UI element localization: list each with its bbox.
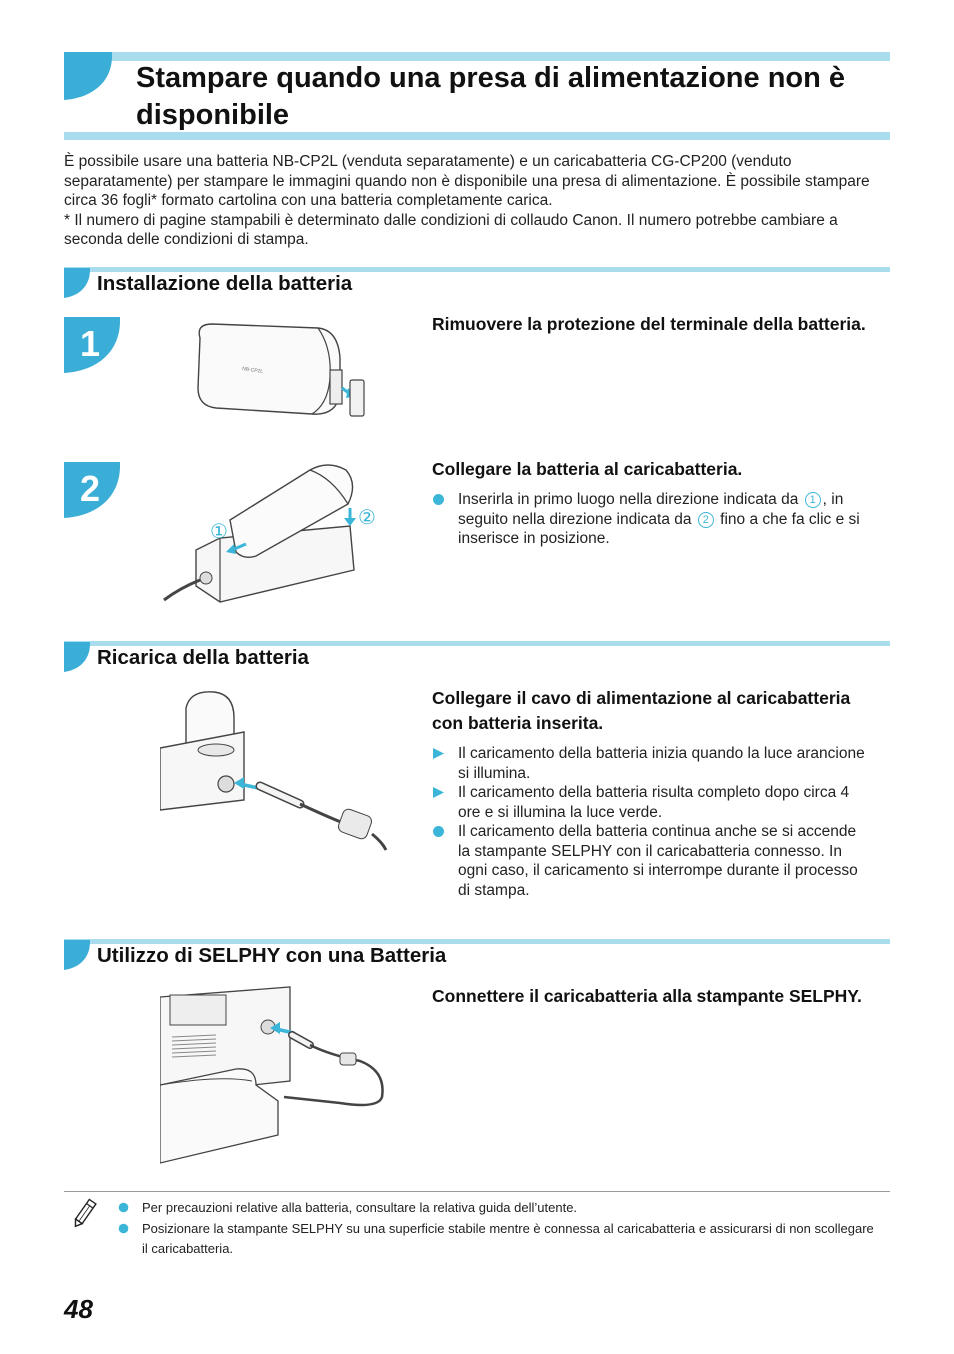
list-item (118, 1198, 878, 1219)
charge-heading: Collegare il cavo di alimentazione al caricabatteria con batteria inserita. (432, 688, 851, 733)
bullet-text-a: Inserirla in primo luogo nella direzione indicata da (458, 491, 799, 508)
section-charge-title: Ricarica della batteria (97, 646, 309, 669)
battery-illustration (190, 318, 370, 424)
bullet-text-c: fino a che fa clic e si inserisce in posizione. (458, 510, 860, 547)
charger-cable-illustration (160, 688, 390, 853)
list-item (432, 783, 872, 822)
step-2-bullets (432, 490, 872, 549)
note-list (118, 1198, 878, 1260)
title-tab-icon (64, 52, 112, 100)
triangle-arrow-icon (432, 747, 445, 760)
note-text: Posizionare la stampante SELPHY su una superficie stabile mentre è connessa al caricabatteria e assicurarsi di non scollegare il caricabatteria. (142, 1220, 874, 1256)
charge-bullets (432, 744, 872, 900)
circle-bullet-icon (432, 493, 445, 506)
bullet-text-b: , in seguito nella direzione indicata da (458, 491, 844, 528)
pencil-icon (70, 1198, 98, 1230)
section-install-title: Installazione della batteria (97, 272, 353, 295)
circle-bullet-icon (118, 1202, 129, 1213)
intro-paragraph: È possibile usare una batteria NB-CP2L (venduta separatamente) e un caricabatteria CG-CP200 (venduto separatamente) per stampare le immagini quando non è disponibile una presa di alimentazione. È possibile stampare circa 36 fogli* formato cartolina con una batteria completamente carica. (64, 153, 870, 209)
svg-text:②: ② (358, 507, 376, 529)
circle-bullet-icon (118, 1223, 129, 1234)
note-divider (64, 1191, 890, 1192)
section-use-title: Utilizzo di SELPHY con una Batteria (97, 944, 447, 967)
circle-number-1: 1 (805, 492, 821, 508)
page-number: 48 (64, 1294, 93, 1324)
section-tab-icon (64, 642, 90, 672)
step-1-badge (64, 317, 120, 373)
step-1-heading: Rimuovere la protezione del terminale della batteria. (432, 314, 866, 334)
list-item (118, 1219, 878, 1260)
bullet-text: Il caricamento della batteria inizia quando la luce arancione si illumina. (458, 745, 865, 782)
list-item (432, 490, 872, 549)
title-bar-bottom (64, 132, 890, 140)
bullet-text: Il caricamento della batteria risulta completo dopo circa 4 ore e si illumina la luce verde. (458, 784, 850, 821)
use-heading: Connettere il caricabatteria alla stampante SELPHY. (432, 986, 862, 1006)
step-2-number: 2 (79, 468, 101, 509)
triangle-arrow-icon (432, 786, 445, 799)
svg-text:①: ① (210, 521, 228, 543)
intro-footnote: * Il numero di pagine stampabili è determinato dalle condizioni di collaudo Canon. Il numero potrebbe cambiare a seconda delle condizioni di stampa. (64, 211, 838, 248)
page-title: Stampare quando una presa di alimentazione non è disponibile (136, 62, 846, 131)
step-2-badge (64, 462, 120, 518)
circle-number-2: 2 (698, 512, 714, 528)
circle-bullet-icon (432, 825, 445, 838)
charger-battery-illustration (160, 460, 390, 605)
svg-text:NB-CP2L: NB-CP2L (241, 366, 264, 375)
step-2-heading: Collegare la batteria al caricabatteria. (432, 459, 743, 479)
step-1-number: 1 (79, 323, 101, 364)
bullet-text: Il caricamento della batteria continua anche se si accende la stampante SELPHY con il caricabatteria connesso. In ogni caso, il caricamento si interrompe durante il processo di stampa. (458, 823, 858, 899)
section-tab-icon (64, 940, 90, 970)
intro-text (64, 152, 890, 250)
list-item (432, 744, 872, 783)
selphy-charger-illustration (160, 985, 390, 1165)
note-text: Per precauzioni relative alla batteria, consultare la relativa guida dell’utente. (142, 1200, 578, 1215)
list-item (432, 822, 872, 900)
section-tab-icon (64, 268, 90, 298)
